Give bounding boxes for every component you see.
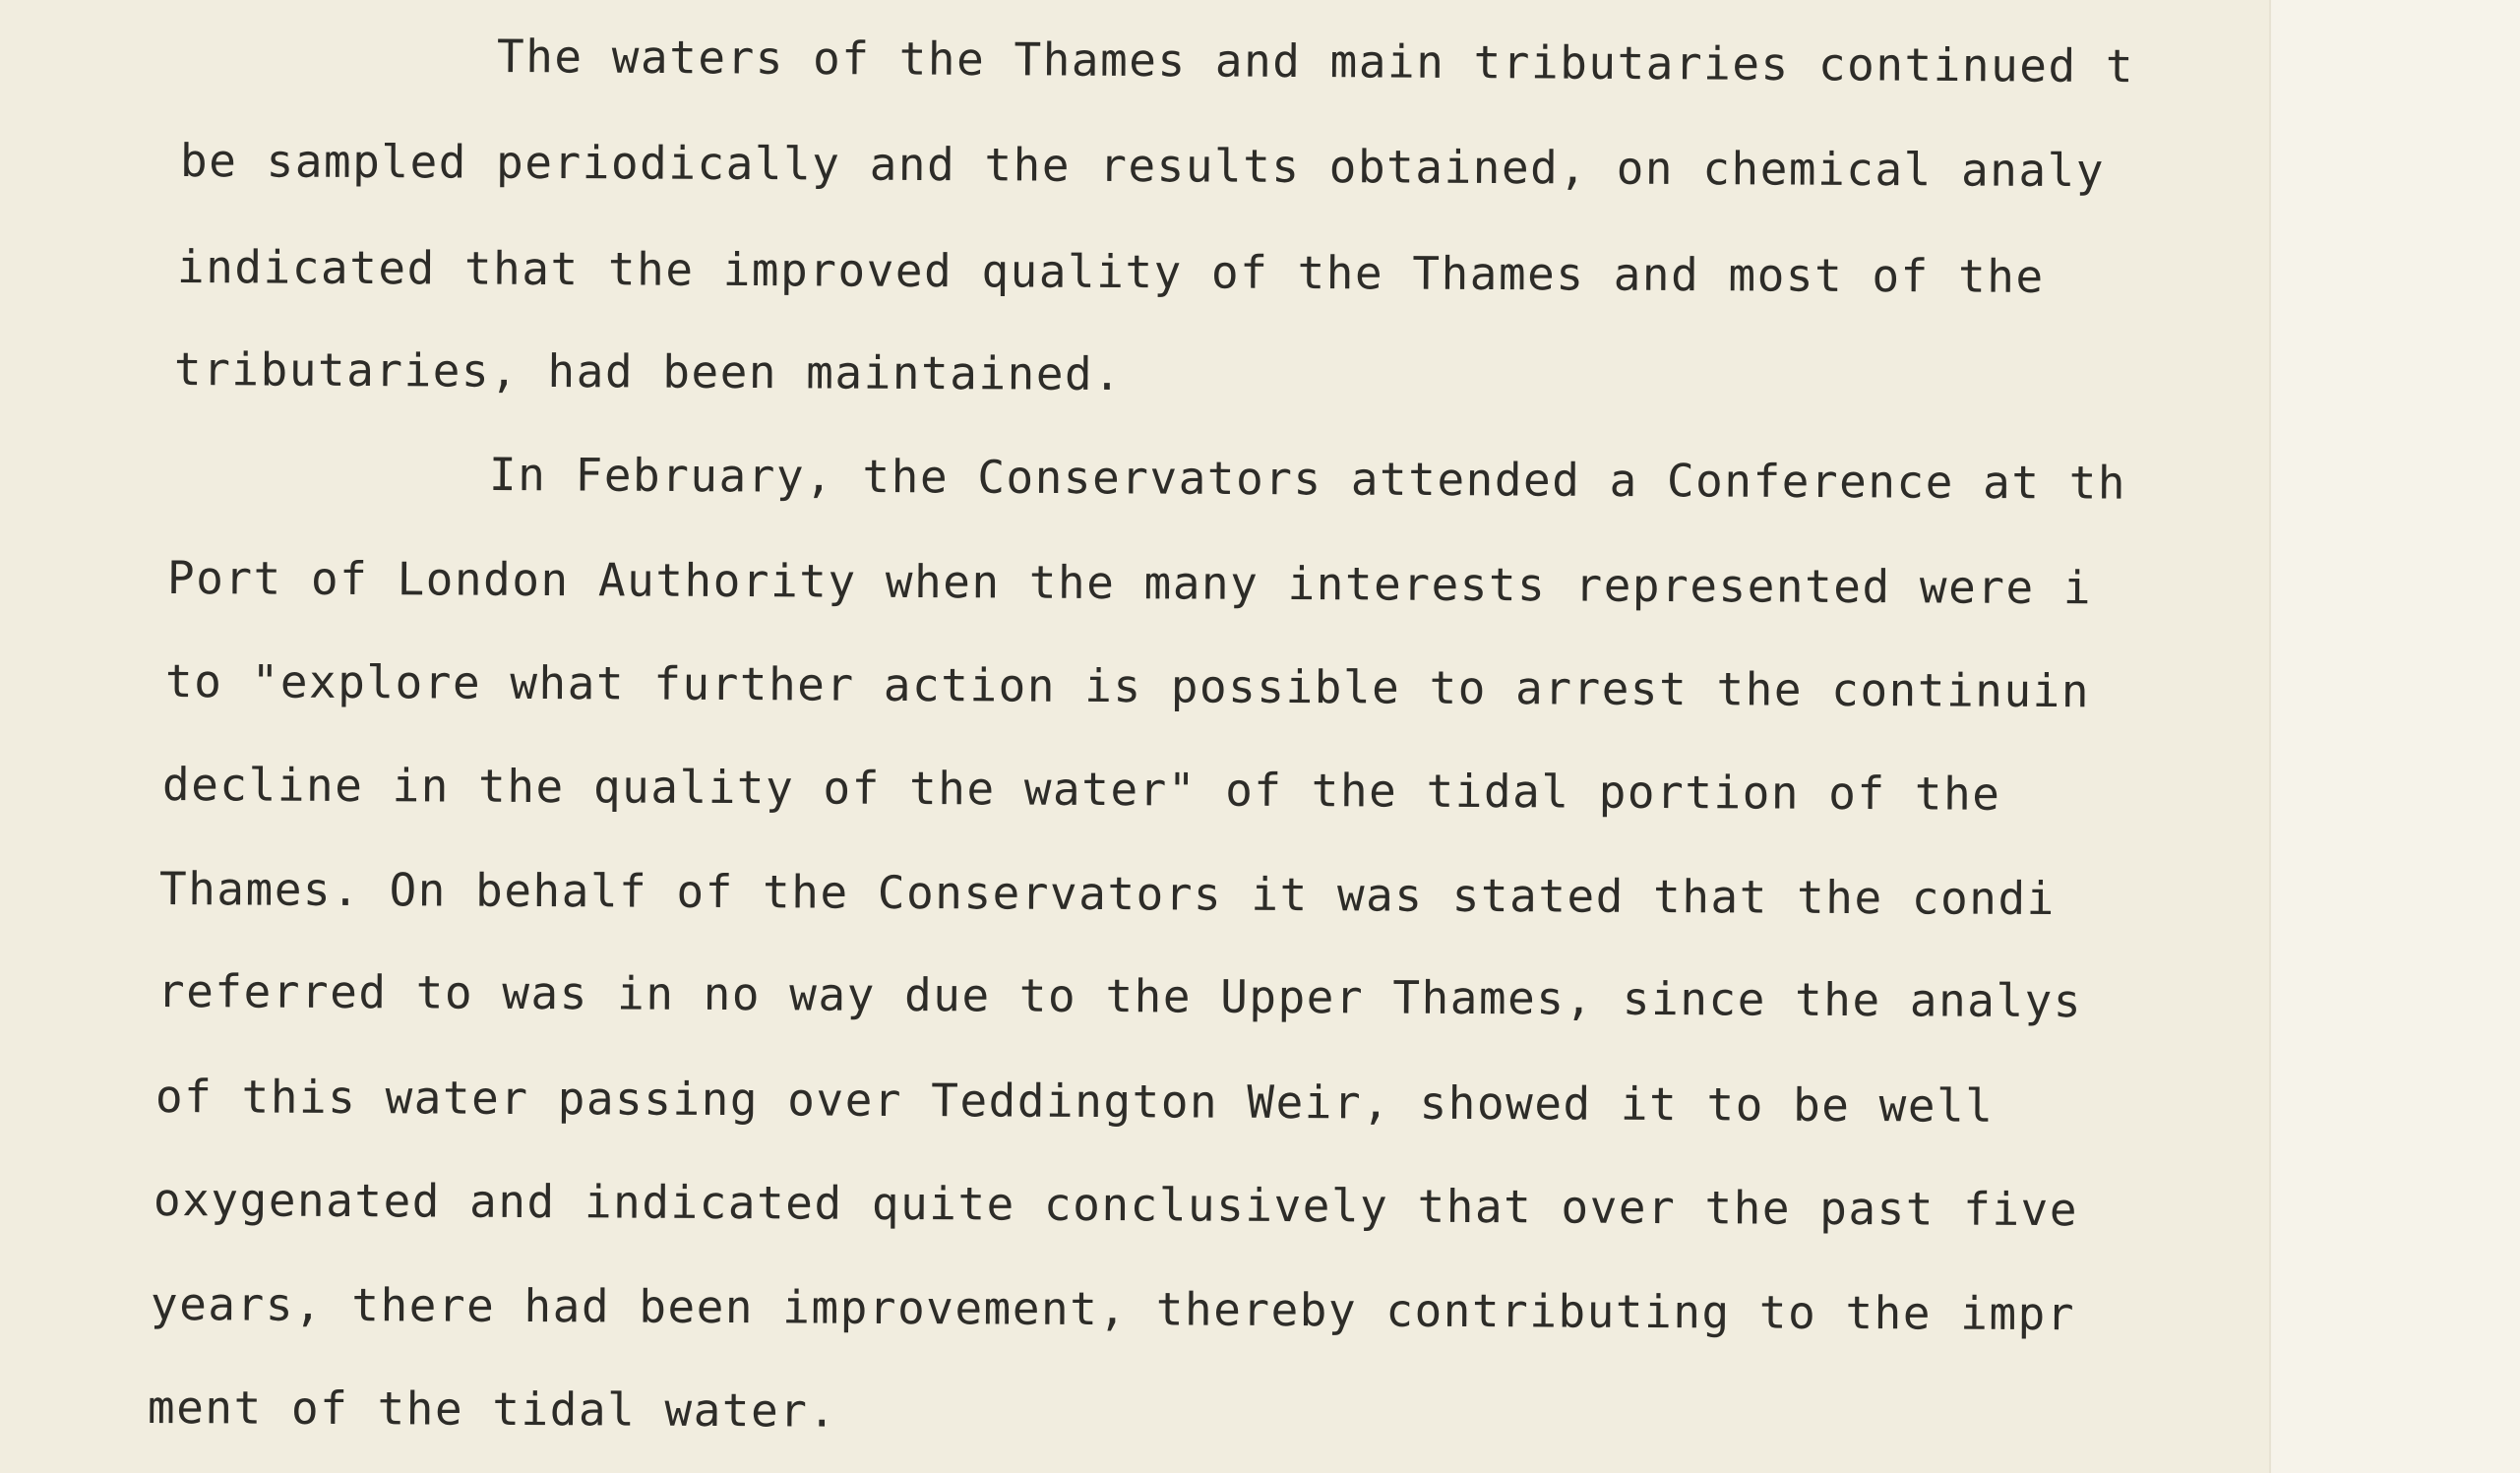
text-line-11: of this water passing over Teddington Weir, showed it to be well — [154, 1070, 1995, 1133]
text-line-10: referred to was in no way due to the Upper Thames, since the analys — [156, 964, 2083, 1028]
text-line-3: indicated that the improved quality of the Thames and most of the — [176, 240, 2045, 303]
text-line-9: Thames. On behalf of the Conservators it was stated that the condi — [158, 862, 2056, 926]
text-line-12: oxygenated and indicated quite conclusively that over the past five — [153, 1173, 2079, 1237]
text-line-8: decline in the quality of the water" of the tidal portion of the — [161, 758, 2001, 821]
text-line-5: In February, the Conservators attended a Conference at th — [488, 448, 2127, 510]
text-line-4: tributaries, had been maintained. — [173, 342, 1123, 401]
text-line-1: The waters of the Thames and main tributaries continued t — [496, 30, 2135, 93]
adjacent-page-edge — [2271, 0, 2520, 1473]
text-line-13: years, there had been improvement, thereby contributing to the impr — [150, 1277, 2076, 1341]
text-line-14: ment of the tidal water. — [147, 1381, 837, 1438]
text-line-6: Port of London Authority when the many interests represented were i — [166, 551, 2093, 615]
text-line-2: be sampled periodically and the results obtained, on chemical analy — [179, 134, 2106, 198]
text-line-7: to "explore what further action is possible to arrest the continuin — [164, 654, 2091, 718]
